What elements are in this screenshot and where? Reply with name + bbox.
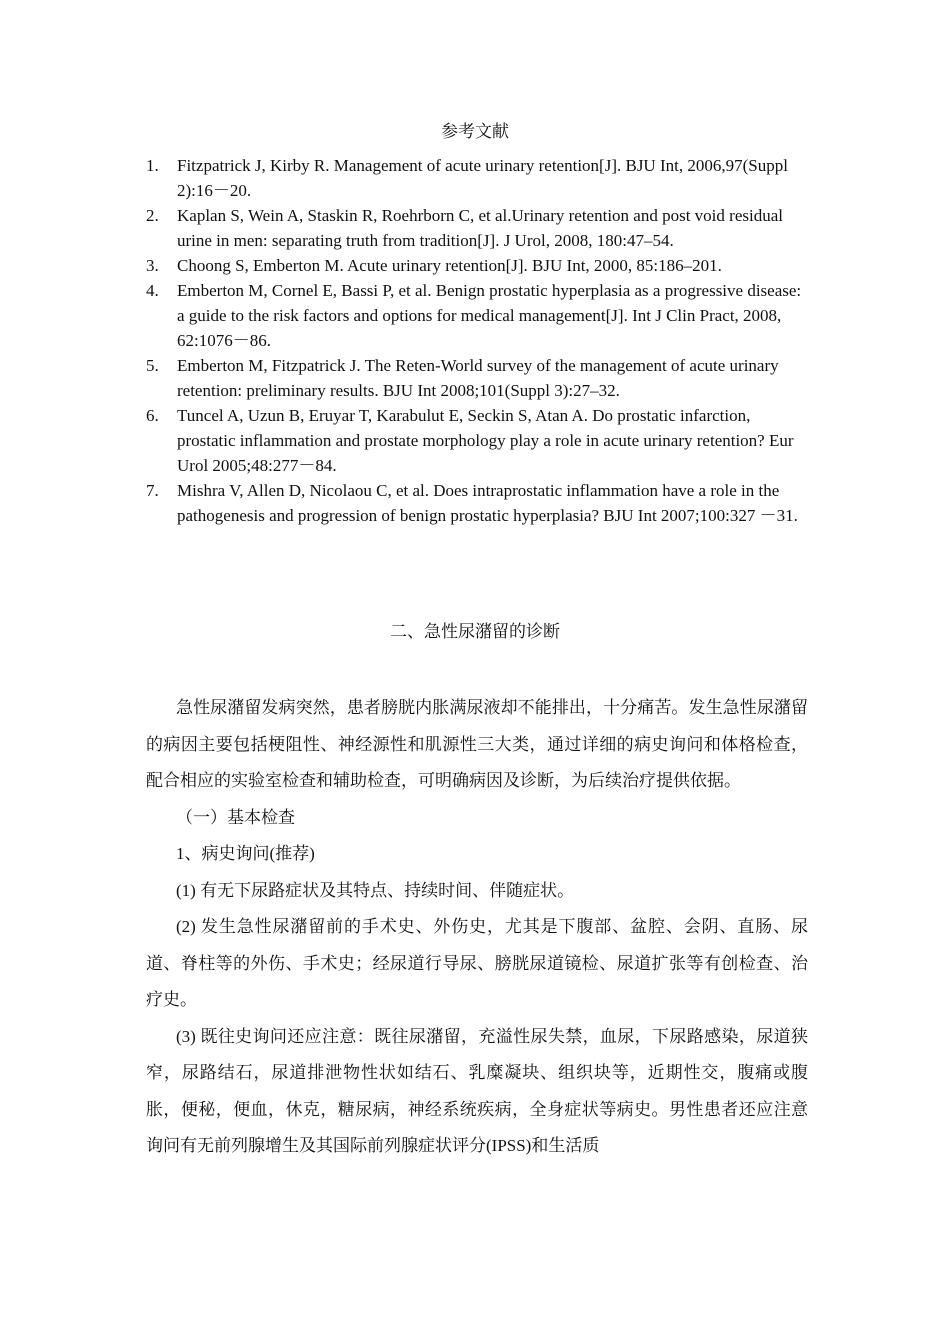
reference-item bbox=[146, 478, 811, 528]
section-heading: 二、急性尿潴留的诊断 bbox=[390, 622, 560, 641]
body-paragraph: (2) 发生急性尿潴留前的手术史、外伤史，尤其是下腹部、盆腔、会阴、直肠、尿道、脊柱等的外伤、手术史；经尿道行导尿、膀胱尿道镜检、尿道扩张等有创检查、治疗史。 bbox=[146, 917, 808, 1009]
subsection-heading: （一）基本检查 bbox=[176, 807, 295, 827]
reference-number: 7. bbox=[146, 481, 159, 500]
body-paragraph: (1) 有无下尿路症状及其特点、持续时间、伴随症状。 bbox=[176, 880, 575, 900]
reference-text: Emberton M, Cornel E, Bassi P, et al. Benign prostatic hyperplasia as a progressive disease: a guide to the risk factors and options for medical management[J]. Int J Clin Pract, 2008, 62:1076－86. bbox=[177, 281, 802, 350]
reference-number: 3. bbox=[146, 256, 159, 275]
reference-number: 1. bbox=[146, 156, 159, 175]
reference-number: 5. bbox=[146, 356, 159, 375]
reference-list bbox=[146, 153, 811, 528]
reference-item bbox=[146, 278, 811, 353]
reference-text: Kaplan S, Wein A, Staskin R, Roehrborn C, et al.Urinary retention and post void residual urine in men: separating truth from tradition[J]. J Urol, 2008, 180:47–54. bbox=[177, 206, 783, 250]
reference-number: 4. bbox=[146, 281, 159, 300]
reference-text: Choong S, Emberton M. Acute urinary retention[J]. BJU Int, 2000, 85:186–201. bbox=[177, 256, 722, 275]
reference-text: Emberton M, Fitzpatrick J. The Reten-World survey of the management of acute urinary retention: preliminary results. BJU Int 2008;101(Suppl 3):27–32. bbox=[177, 356, 779, 400]
references-heading: 参考文献 bbox=[441, 122, 509, 141]
section-body bbox=[146, 690, 808, 1165]
reference-text: Tuncel A, Uzun B, Eruyar T, Karabulut E, Seckin S, Atan A. Do prostatic infarction, prostatic inflammation and prostate morphology play a role in acute urinary retention? Eur Urol 2005;48:277－84. bbox=[177, 406, 794, 475]
reference-item bbox=[146, 253, 811, 278]
reference-text: Fitzpatrick J, Kirby R. Management of acute urinary retention[J]. BJU Int, 2006,97(Suppl 2):16－20. bbox=[177, 156, 788, 200]
reference-number: 2. bbox=[146, 206, 159, 225]
reference-text: Mishra V, Allen D, Nicolaou C, et al. Does intraprostatic inflammation have a role in the pathogenesis and progression of benign prostatic hyperplasia? BJU Int 2007;100:327 －31. bbox=[177, 481, 798, 525]
reference-item bbox=[146, 403, 811, 478]
body-paragraph: (3) 既往史询问还应注意：既往尿潴留，充溢性尿失禁，血尿，下尿路感染，尿道狭窄，尿路结石，尿道排泄物性状如结石、乳糜凝块、组织块等，近期性交，腹痛或腹胀，便秘，便血，休克，糖尿病，神经系统疾病，全身症状等病史。男性患者还应注意询问有无前列腺增生及其国际前列腺症状评分(IPSS)和生活质 bbox=[146, 1026, 808, 1155]
reference-item bbox=[146, 353, 811, 403]
reference-item bbox=[146, 203, 811, 253]
subsubsection-heading: 1、病史询问(推荐) bbox=[176, 844, 315, 863]
reference-number: 6. bbox=[146, 406, 159, 425]
reference-item bbox=[146, 153, 811, 203]
intro-paragraph: 急性尿潴留发病突然，患者膀胱内胀满尿液却不能排出，十分痛苦。发生急性尿潴留的病因主要包括梗阻性、神经源性和肌源性三大类，通过详细的病史询问和体格检查，配合相应的实验室检查和辅助检查，可明确病因及诊断，为后续治疗提供依据。 bbox=[146, 698, 808, 790]
